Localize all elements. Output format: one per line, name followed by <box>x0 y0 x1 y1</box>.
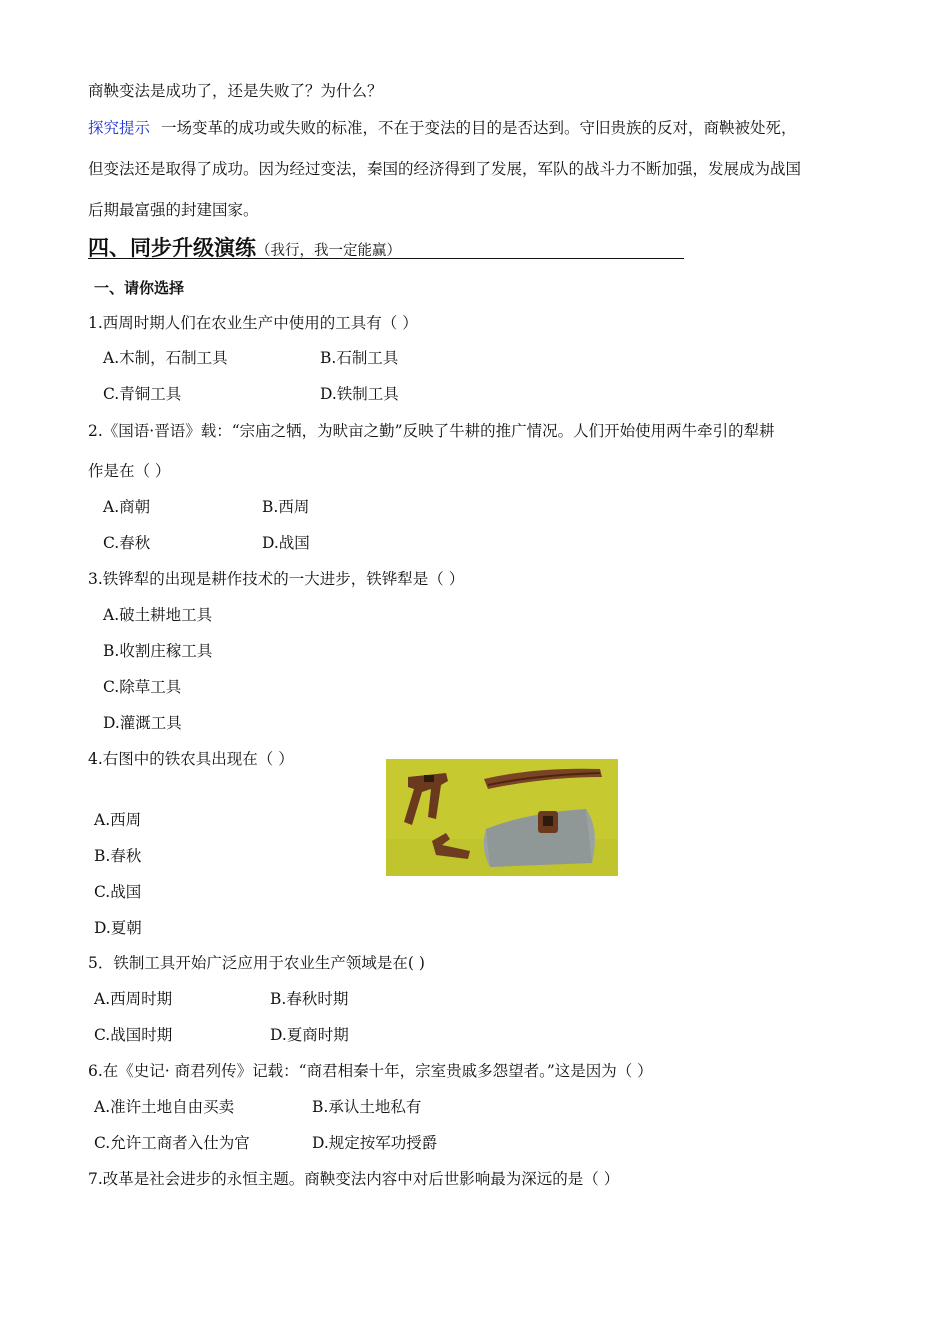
q4-option-d: D.夏朝 <box>94 919 142 937</box>
hint-text-2: 但变法还是取得了成功。因为经过变法，秦国的经济得到了发展，军队的战斗力不断加强，发展成为战国 <box>88 160 802 178</box>
question-3-stem: 3.铁铧犁的出现是耕作技术的一大进步，铁铧犁是（ ） <box>88 570 465 588</box>
subsection-title: 一、请你选择 <box>94 279 185 297</box>
q3-option-c: C.除草工具 <box>103 678 182 696</box>
q6-option-b: B.承认土地私有 <box>312 1098 422 1116</box>
q3-option-a: A.破土耕地工具 <box>103 606 213 624</box>
intro-question: 商鞅变法是成功了，还是失败了？为什么？ <box>88 82 383 100</box>
q6-option-a: A.准许土地自由买卖 <box>94 1098 235 1116</box>
section-title: 四、同步升级演练 <box>88 236 256 260</box>
hint-text-1: 一场变革的成功或失败的标准，不在于变法的目的是否达到。守旧贵族的反对，商鞅被处死， <box>160 119 797 137</box>
q5-option-a: A.西周时期 <box>94 990 173 1008</box>
question-2-stem-cont: 作是在（ ） <box>88 462 171 480</box>
hint-paragraph-line1 <box>88 118 796 138</box>
q5-option-b: B.春秋时期 <box>270 990 349 1008</box>
question-5-stem: 5．铁制工具开始广泛应用于农业生产领域是在( ) <box>88 954 425 972</box>
q5-option-c: C.战国时期 <box>94 1026 173 1044</box>
q3-option-d: D.灌溉工具 <box>103 714 182 732</box>
q1-option-a: A.木制，石制工具 <box>103 349 228 367</box>
section-heading <box>88 232 684 259</box>
q4-option-b: B.春秋 <box>94 847 142 865</box>
q2-option-d: D.战国 <box>262 534 310 552</box>
question-7-stem: 7.改革是社会进步的永恒主题。商鞅变法内容中对后世影响最为深远的是（ ） <box>88 1170 620 1188</box>
hint-text-3: 后期最富强的封建国家。 <box>88 201 259 219</box>
q1-option-c: C.青铜工具 <box>103 385 182 403</box>
q4-option-c: C.战国 <box>94 883 142 901</box>
question-6-stem: 6.在《史记· 商君列传》记载：“商君相秦十年，宗室贵戚多怨望者。”这是因为（ ） <box>88 1062 653 1080</box>
q2-option-c: C.春秋 <box>103 534 151 552</box>
q4-option-a: A.西周 <box>94 811 142 829</box>
iron-farm-tools-photo <box>386 759 618 876</box>
question-2-stem: 2.《国语·晋语》载：“宗庙之牺，为畎亩之勤”反映了牛耕的推广情况。人们开始使用两牛牵引的犁耕 <box>88 422 775 440</box>
q5-option-d: D.夏商时期 <box>270 1026 349 1044</box>
question-1-stem: 1.西周时期人们在农业生产中使用的工具有（ ） <box>88 314 418 332</box>
q6-option-c: C.允许工商者入仕为官 <box>94 1134 250 1152</box>
hint-label: 探究提示 <box>88 119 151 137</box>
question-4-stem: 4.右图中的铁农具出现在（ ） <box>88 750 294 768</box>
q2-option-b: B.西周 <box>262 498 310 516</box>
q1-option-b: B.石制工具 <box>320 349 399 367</box>
q2-option-a: A.商朝 <box>103 498 151 516</box>
q3-option-b: B.收割庄稼工具 <box>103 642 213 660</box>
q6-option-d: D.规定按军功授爵 <box>312 1134 438 1152</box>
q1-option-d: D.铁制工具 <box>320 385 399 403</box>
section-slogan: （我行，我一定能赢） <box>256 243 401 259</box>
